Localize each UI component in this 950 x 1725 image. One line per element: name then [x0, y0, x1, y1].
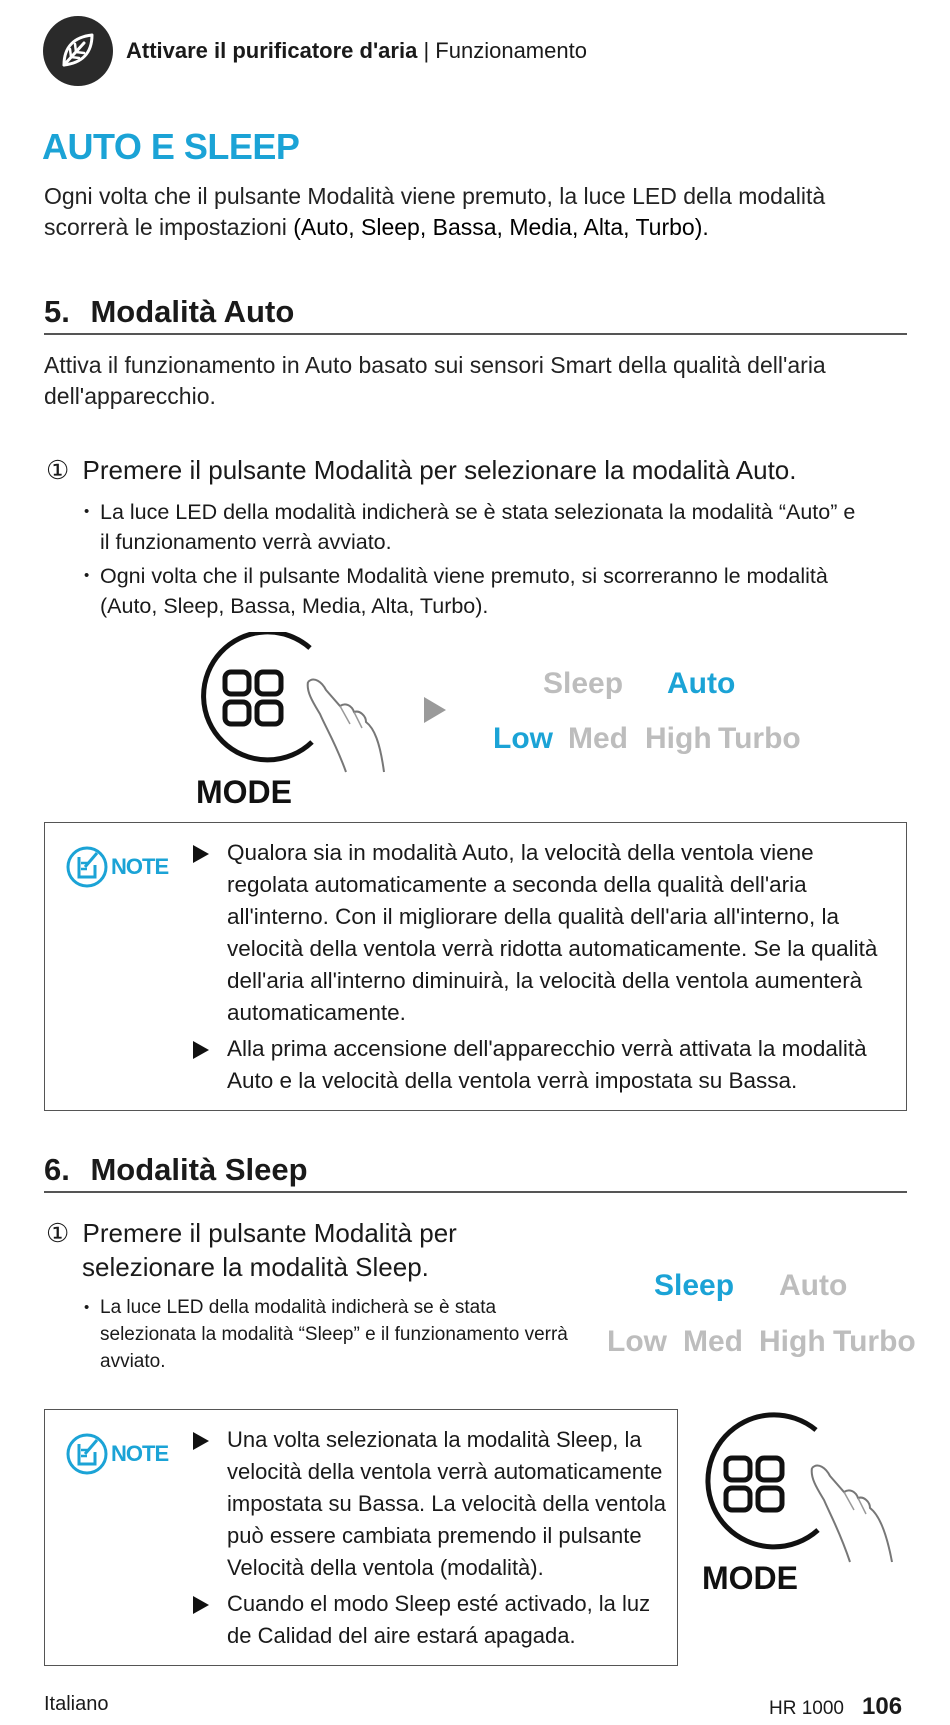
bullet-line: il funzionamento verrà avviato.	[100, 530, 392, 554]
section6-divider	[44, 1191, 907, 1193]
footer-model: HR 1000	[769, 1698, 844, 1719]
section5-bullets	[84, 497, 914, 621]
section6-number: 6.	[44, 1152, 70, 1187]
section6-bullets	[84, 1294, 604, 1375]
intro-line2	[44, 212, 924, 243]
bullet-line: • Ogni volta che il pulsante Modalità viene premuto, si scorreranno le modalità	[100, 564, 828, 588]
arrow-right-icon	[424, 697, 446, 723]
step-line2: selezionare la modalità Sleep.	[82, 1252, 429, 1282]
triangle-bullet-icon	[193, 1596, 209, 1614]
step-text: Premere il pulsante Modalità per selezionare la modalità Auto.	[82, 455, 797, 485]
led-high: High	[759, 1325, 826, 1358]
triangle-bullet-icon	[193, 1432, 209, 1450]
note-line: automaticamente.	[227, 1000, 406, 1025]
triangle-bullet-icon	[193, 845, 209, 863]
note-line: velocità della ventola verrà automaticamente	[227, 1459, 663, 1484]
section5-divider	[44, 333, 907, 335]
led-high: High	[645, 722, 712, 755]
header-title	[126, 38, 587, 64]
led-turbo: Turbo	[718, 722, 801, 755]
note-line: Auto e la velocità della ventola verrà impostata su Bassa.	[227, 1068, 798, 1093]
bullet-line: • La luce LED della modalità indicherà se è stata	[100, 1297, 497, 1318]
note-icon	[65, 1432, 109, 1476]
section5-heading	[44, 294, 294, 330]
led-low: Low	[607, 1325, 667, 1358]
note-label: NOTE	[111, 854, 169, 879]
note-box	[44, 822, 907, 1111]
section6-step	[46, 1216, 606, 1284]
intro-line1: Ogni volta che il pulsante Modalità viene premuto, la luce LED della modalità	[44, 183, 826, 209]
led-med: Med	[683, 1325, 743, 1358]
note-line: de Calidad del aire estará apagada.	[227, 1623, 576, 1648]
bullet-item	[84, 497, 914, 557]
led-sleep: Sleep	[654, 1269, 735, 1302]
section5-number: 5.	[44, 294, 70, 329]
note-box	[44, 1409, 678, 1666]
section5-step	[46, 453, 797, 487]
led-auto: Auto	[667, 667, 736, 700]
note-line: impostata su Bassa. La velocità della ventola	[227, 1491, 667, 1516]
header-title-bold: Attivare il purificatore d'aria	[126, 38, 418, 63]
note-line: dell'aria all'interno diminuirà, la velocità della ventola aumenterà	[227, 968, 863, 993]
bullet-line: selezionata la modalità “Sleep” e il funzionamento verrà	[100, 1324, 568, 1345]
bullet-line: (Auto, Sleep, Bassa, Media, Alta, Turbo).	[100, 594, 489, 618]
note-line: all'interno. Con il migliorare della qualità dell'aria all'interno, la	[227, 904, 839, 929]
page-number: 106	[862, 1693, 903, 1720]
led-auto: Auto	[779, 1269, 848, 1302]
section6-heading	[44, 1152, 308, 1188]
section5-desc-line2: dell'apparecchio.	[44, 383, 216, 409]
mode-label: MODE	[702, 1560, 798, 1596]
note-item	[193, 837, 893, 1029]
mode-button-illustration	[690, 1412, 910, 1572]
note-items	[193, 1424, 673, 1656]
bullet-item	[84, 1294, 604, 1375]
note-item	[193, 1033, 893, 1097]
note-line: Velocità della ventola (modalità).	[227, 1555, 544, 1580]
header-title-rest: Funzionamento	[435, 38, 587, 63]
led-med: Med	[568, 722, 628, 755]
header-badge	[43, 16, 113, 86]
note-badge	[65, 845, 168, 889]
note-label: NOTE	[111, 1441, 169, 1466]
intro-text	[44, 181, 924, 243]
note-item	[193, 1588, 673, 1652]
note-line: Una volta selezionata la modalità Sleep, la	[227, 1427, 642, 1452]
note-line: regolata automaticamente a seconda della qualità dell'aria	[227, 872, 807, 897]
note-badge	[65, 1432, 168, 1476]
note-item	[193, 1424, 673, 1584]
step-marker: ①	[46, 1218, 70, 1248]
intro-line2-dark: (Auto, Sleep, Bassa, Media, Alta, Turbo).	[293, 214, 709, 240]
footer-language: Italiano	[44, 1693, 109, 1715]
led-turbo: Turbo	[833, 1325, 916, 1358]
note-line: Alla prima accensione dell'apparecchio verrà attivata la modalità	[227, 1036, 867, 1061]
triangle-bullet-icon	[193, 1041, 209, 1059]
intro-line2-plain: scorrerà le impostazioni	[44, 214, 294, 240]
section5-description	[44, 350, 924, 412]
section5-title: Modalità Auto	[90, 294, 295, 329]
header-separator: |	[423, 38, 430, 63]
led-sleep: Sleep	[543, 667, 624, 700]
step-marker: ①	[46, 455, 70, 485]
section5-desc-line1: Attiva il funzionamento in Auto basato sui sensori Smart della qualità dell'aria	[44, 352, 826, 378]
mode-label: MODE	[196, 774, 292, 810]
mode-button-illustration	[180, 632, 400, 782]
section6-title: Modalità Sleep	[90, 1152, 308, 1187]
note-icon	[65, 845, 109, 889]
bullet-item	[84, 561, 914, 621]
note-items	[193, 837, 893, 1101]
mode-button-icon	[180, 632, 400, 782]
note-line: Cuando el modo Sleep esté activado, la luz	[227, 1591, 651, 1616]
mode-button-icon	[690, 1412, 910, 1572]
note-line: Qualora sia in modalità Auto, la velocità della ventola viene	[227, 840, 814, 865]
bullet-line: avviato.	[100, 1351, 166, 1372]
note-line: può essere cambiata premendo il pulsante	[227, 1523, 642, 1548]
note-line: velocità della ventola verrà ridotta automaticamente. Se la qualità	[227, 936, 878, 961]
bullet-line: • La luce LED della modalità indicherà se è stata selezionata la modalità “Auto” e	[100, 500, 856, 524]
intro-heading: AUTO E SLEEP	[42, 126, 300, 167]
led-low: Low	[493, 722, 553, 755]
step-line1: Premere il pulsante Modalità per	[82, 1218, 457, 1248]
leaf-icon	[56, 29, 100, 73]
